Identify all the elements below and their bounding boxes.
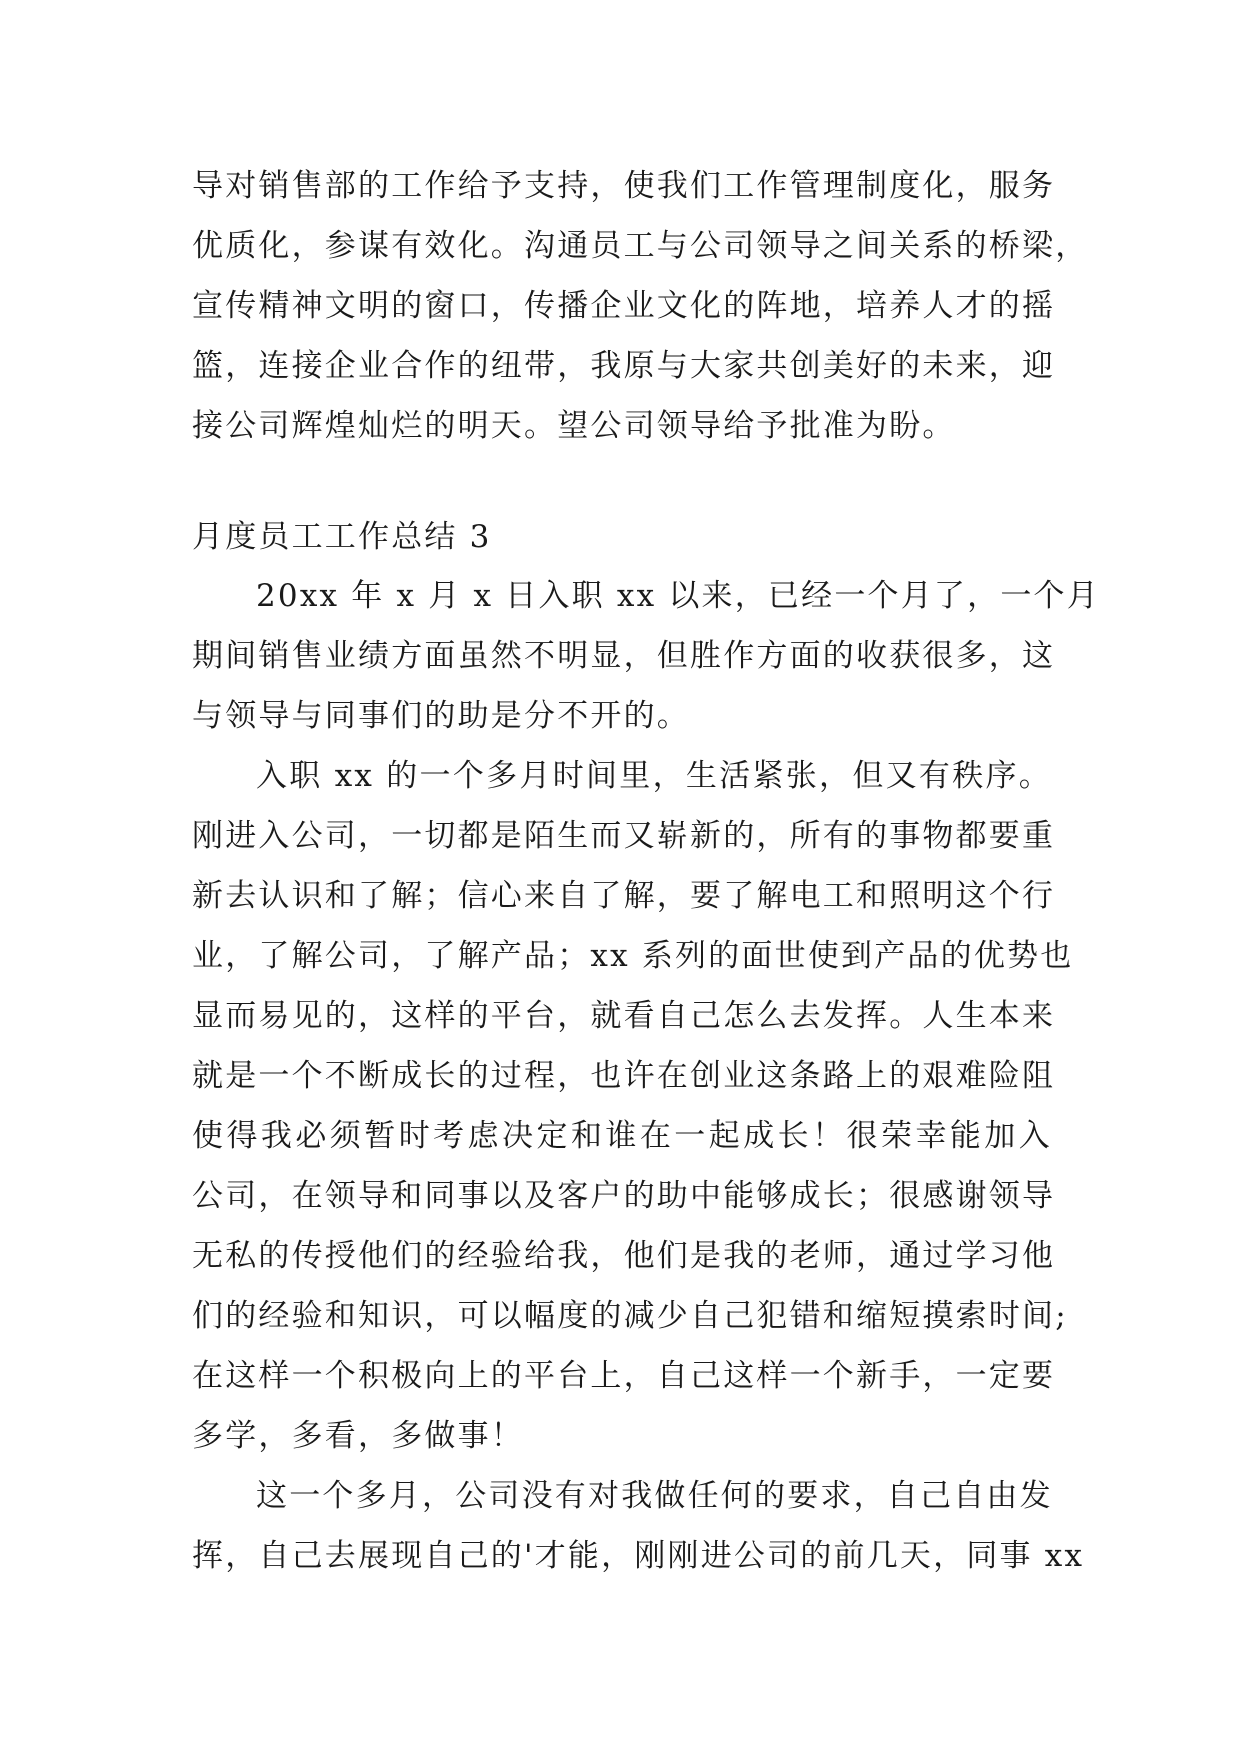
intro-paragraph: [192, 156, 1089, 456]
text-line: 多学，多看，多做事！: [192, 1418, 524, 1454]
section-title: 月度员工工作总结 3: [192, 519, 492, 555]
paragraph-2: [192, 746, 1074, 1466]
text-line: 宣传精神文明的窗口，传播企业文化的阵地，培养人才的摇: [192, 288, 1056, 324]
text-line: 公司，在领导和同事以及客户的助中能够成长；很感谢领导: [192, 1178, 1056, 1214]
text-line: 新去认识和了解；信心来自了解，要了解电工和照明这个行: [192, 878, 1056, 914]
text-line: 入职 xx 的一个多月时间里，生活紧张，但又有秩序。: [256, 758, 1052, 794]
paragraph-1: [192, 566, 1100, 746]
text-line: 20xx 年 x 月 x 日入职 xx 以来，已经一个月了，一个月: [256, 578, 1100, 614]
text-line: 导对销售部的工作给予支持，使我们工作管理制度化，服务: [192, 168, 1056, 204]
text-line: 篮，连接企业合作的纽带，我原与大家共创美好的未来，迎: [192, 348, 1056, 384]
text-line: 接公司辉煌灿烂的明天。望公司领导给予批准为盼。: [192, 408, 956, 444]
text-line: 挥，自己去展现自己的'才能，刚刚进公司的前几天，同事 xx: [192, 1538, 1085, 1574]
text-line: 业，了解公司，了解产品；xx 系列的面世使到产品的优势也: [192, 938, 1074, 974]
text-line: 刚进入公司，一切都是陌生而又崭新的，所有的事物都要重: [192, 818, 1056, 854]
text-line: 期间销售业绩方面虽然不明显，但胜作方面的收获很多，这: [192, 638, 1056, 674]
paragraph-3: [192, 1466, 1085, 1586]
text-line: 使得我必须暂时考虑决定和谁在一起成长！很荣幸能加入: [192, 1118, 1052, 1154]
text-line: 在这样一个积极向上的平台上，自己这样一个新手，一定要: [192, 1358, 1056, 1394]
text-line: 优质化，参谋有效化。沟通员工与公司领导之间关系的桥梁，: [192, 228, 1089, 264]
text-line: 与领导与同事们的助是分不开的。: [192, 698, 690, 734]
text-line: 就是一个不断成长的过程，也许在创业这条路上的艰难险阻: [192, 1058, 1056, 1094]
text-line: 们的经验和知识，可以幅度的减少自己犯错和缩短摸索时间;: [192, 1298, 1068, 1334]
section-title-block: [192, 507, 1052, 567]
text-line: 显而易见的，这样的平台，就看自己怎么去发挥。人生本来: [192, 998, 1056, 1034]
text-line: 无私的传授他们的经验给我，他们是我的老师，通过学习他: [192, 1238, 1056, 1274]
text-line: 这一个多月，公司没有对我做任何的要求，自己自由发: [256, 1478, 1053, 1514]
body-text: [192, 566, 1100, 1586]
